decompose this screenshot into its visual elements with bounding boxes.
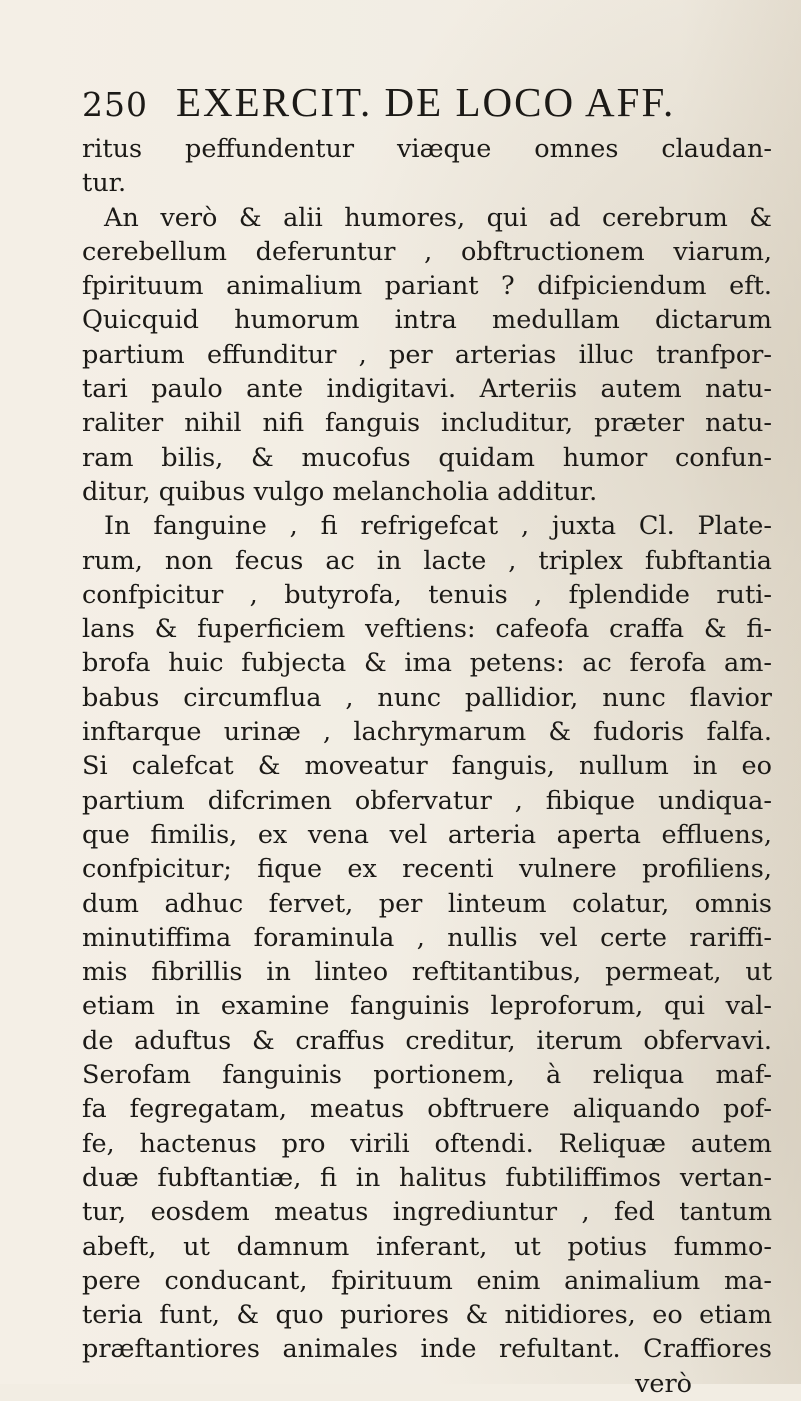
text-line: raliter nihil nifi fanguis includitur, præter natu- xyxy=(82,408,772,439)
text-line: dum adhuc fervet, per linteum colatur, omnis xyxy=(82,888,772,919)
text-line: partium difcrimen obfervatur , fibique undiqua- xyxy=(82,785,772,816)
text-line: inftarque urinæ , lachrymarum & fudoris falfa. xyxy=(82,717,772,748)
text-line: tur, eosdem meatus ingrediuntur , fed tantum xyxy=(82,1197,772,1228)
text-line: fe, hactenus pro virili oftendi. Reliquæ autem xyxy=(82,1128,772,1159)
text-line: rum, non fecus ac in lacte , triplex fubftantia xyxy=(82,545,772,576)
text-line: confpicitur; fique ex recenti vulnere profiliens, xyxy=(82,854,772,885)
text-line: fpirituum animalium pariant ? difpiciendum eft. xyxy=(82,271,772,302)
text-line: confpicitur , butyrofa, tenuis , fplendide ruti- xyxy=(82,579,772,610)
text-line: fa fegregatam, meatus obftruere aliquando pof- xyxy=(82,1094,772,1125)
text-line: ritus peffundentur viæque omnes claudan- xyxy=(82,134,772,164)
text-line: que fimilis, ex vena vel arteria aperta effluens, xyxy=(82,819,772,850)
running-title: EXERCIT. DE LOCO AFF. xyxy=(176,79,676,125)
text-line: brofa huic fubjecta & ima petens: ac ferofa am- xyxy=(82,648,772,679)
text-line: tur. xyxy=(82,168,127,199)
text-line: pere conducant, fpirituum enim animalium ma- xyxy=(82,1265,772,1296)
text-line: ram bilis, & mucofus quidam humor confun- xyxy=(82,442,772,473)
text-line: etiam in examine fanguinis leproforum, qui val- xyxy=(82,991,772,1022)
text-line: tari paulo ante indigitavi. Arteriis autem natu- xyxy=(82,374,772,405)
text-line: Serofam fanguinis portionem, à reliqua maf- xyxy=(82,1060,772,1091)
body-text xyxy=(82,132,772,1401)
text-line: duæ fubftantiæ, fi in halitus fubtiliffimos vertan- xyxy=(82,1162,772,1193)
text-line: abeft, ut damnum inferant, ut potius fummo- xyxy=(82,1231,772,1262)
text-line: In fanguine , fi refrigefcat , juxta Cl. Plate- xyxy=(104,511,772,542)
catchword: verò xyxy=(634,1368,692,1399)
text-line: de aduftus & craffus creditur, iterum obfervavi. xyxy=(82,1025,772,1056)
text-line: ditur, quibus vulgo melancholia additur. xyxy=(82,476,598,507)
text-line: babus circumflua , nunc pallidior, nunc flavior xyxy=(82,682,772,713)
text-line: teria funt, & quo puriores & nitidiores, eo etiam xyxy=(82,1300,772,1331)
text-line: partium effunditur , per arterias illuc tranfpor- xyxy=(82,339,772,370)
text-line: præftantiores animales inde refultant. Craffiores xyxy=(82,1334,772,1365)
text-line: Si calefcat & moveatur fanguis, nullum in eo xyxy=(82,751,772,782)
text-line: lans & fuperficiem veftiens: cafeofa craffa & fi- xyxy=(82,614,772,645)
page-number: 250 xyxy=(82,85,148,124)
text-line: cerebellum deferuntur , obftructionem viarum, xyxy=(82,236,772,267)
text-line: mis fibrillis in linteo reftitantibus, permeat, ut xyxy=(82,957,772,988)
text-line: minutiffima foraminula , nullis vel certe rariffi- xyxy=(82,922,772,953)
text-line: Quicquid humorum intra medullam dictarum xyxy=(82,305,772,336)
text-line: An verò & alii humores, qui ad cerebrum & xyxy=(104,202,772,233)
page-header xyxy=(82,78,772,126)
